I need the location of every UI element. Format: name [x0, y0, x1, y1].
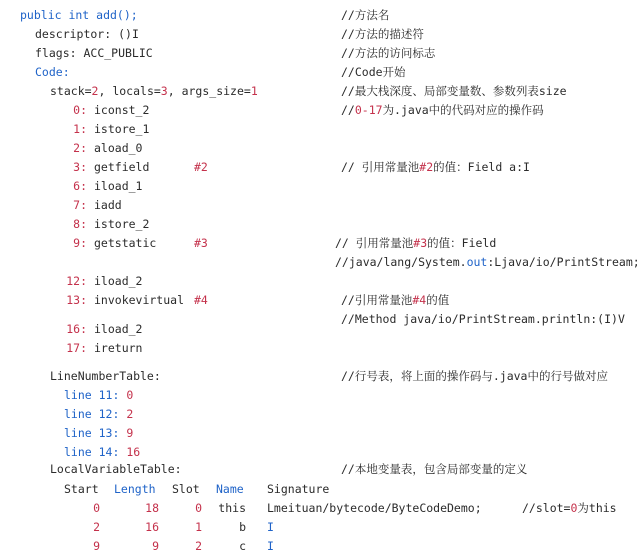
comment-suffix: 为this	[577, 501, 617, 515]
flags-line	[35, 44, 153, 63]
comment-prefix: //	[341, 103, 355, 117]
lvt-start: 2	[93, 520, 100, 534]
lvt-header-name: Name	[216, 482, 244, 496]
line-number-table-label: LineNumberTable:	[50, 369, 161, 383]
lvt-name: b	[239, 520, 246, 534]
lvt-header-slot: Slot	[172, 482, 200, 496]
instr-opcode: invokevirtual	[94, 293, 185, 307]
lvt-signature: Lmeituan/bytecode/ByteCodeDemo;	[267, 501, 482, 515]
lvt-slot: 1	[195, 520, 202, 534]
line-number-row	[64, 386, 133, 405]
instr-offset: 13:	[66, 293, 87, 307]
line-number-key: line 14:	[64, 445, 120, 459]
comment-prefix: //引用常量池	[341, 293, 413, 307]
flags-value: ACC_PUBLIC	[76, 46, 153, 60]
comment-suffix: 的值：Field a:I	[433, 160, 530, 174]
instr-opcode: ireturn	[94, 341, 143, 355]
lvt-length: 18	[145, 501, 159, 515]
line-number-key: line 12:	[64, 407, 120, 421]
instr-offset: 2:	[73, 141, 87, 155]
line-number-value: 2	[126, 407, 134, 421]
method-signature-text: public int add();	[20, 8, 138, 22]
comment-suffix: 的值：Field	[427, 236, 497, 250]
local-variable-table-label: LocalVariableTable:	[50, 462, 182, 476]
comment-number: #3	[413, 236, 428, 250]
comment-suffix: 为.java中的代码对应的操作码	[382, 103, 544, 117]
instr-comment-continued	[341, 310, 625, 329]
comment-prefix: // 引用常量池	[335, 236, 414, 250]
instr-offset: 17:	[66, 341, 87, 355]
line-number-key: line 13:	[64, 426, 120, 440]
instr-offset: 12:	[66, 274, 87, 288]
code-label	[35, 63, 70, 82]
descriptor-key: descriptor:	[35, 27, 112, 41]
comment-suffix: :Ljava/io/PrintStream;	[487, 255, 640, 269]
args-value: 1	[250, 84, 258, 98]
locals-key: , locals=	[98, 84, 161, 98]
instr-offset: 6:	[73, 179, 87, 193]
instr-offset: 0:	[73, 103, 87, 117]
code-key: Code:	[35, 65, 70, 79]
instr-offset: 9:	[73, 236, 87, 250]
lvt-name: c	[239, 539, 246, 553]
comment-number: 0	[570, 501, 578, 515]
comment-local-variable-table: //本地变量表，包含局部变量的定义	[341, 462, 528, 476]
comment-code-start: //Code开始	[341, 65, 406, 79]
stack-line	[50, 82, 258, 101]
instr-offset: 7:	[73, 198, 87, 212]
lvt-header-signature: Signature	[267, 482, 330, 496]
instr-offset: 16:	[66, 322, 87, 336]
comment-number: #2	[419, 160, 434, 174]
instr-opcode: istore_2	[94, 217, 150, 231]
instr-opcode: iload_2	[94, 322, 143, 336]
comment-suffix: 的值	[426, 293, 450, 307]
comment-prefix: //slot=	[522, 501, 571, 515]
instr-opcode: aload_0	[94, 141, 143, 155]
comment-stack: //最大栈深度、局部变量数、参数列表size	[341, 84, 567, 98]
lvt-start: 9	[93, 539, 100, 553]
instr-comment-continued	[335, 253, 640, 272]
lvt-length: 9	[152, 539, 159, 553]
instr-offset: 3:	[73, 160, 87, 174]
instr-comment	[341, 158, 530, 177]
lvt-slot: 2	[195, 539, 202, 553]
descriptor-value: ()I	[111, 27, 139, 41]
lvt-comment	[522, 499, 617, 518]
lvt-slot: 0	[195, 501, 202, 515]
line-number-row	[64, 405, 133, 424]
stack-key: stack=	[50, 84, 92, 98]
instr-opcode: iadd	[94, 198, 122, 212]
method-signature	[20, 6, 138, 25]
lvt-name: this	[218, 501, 246, 515]
comment-prefix: //java/lang/System.	[335, 255, 467, 269]
instr-arg: #2	[194, 160, 208, 174]
instr-offset: 1:	[73, 122, 87, 136]
comment-number: 0-17	[354, 103, 383, 117]
comment-prefix: //Method java/io/PrintStream.println:(I)V	[341, 312, 625, 326]
comment-prefix: // 引用常量池	[341, 160, 420, 174]
locals-value: 3	[160, 84, 168, 98]
descriptor-line	[35, 25, 139, 44]
line-number-value: 0	[126, 388, 134, 402]
instr-opcode: getfield	[94, 160, 150, 174]
instr-comment	[341, 291, 449, 310]
lvt-start: 0	[93, 501, 100, 515]
lvt-signature: I	[267, 520, 274, 534]
flags-key: flags:	[35, 46, 77, 60]
instr-opcode: getstatic	[94, 236, 157, 250]
instr-opcode: iload_1	[94, 179, 143, 193]
comment-line-number-table: //行号表，将上面的操作码与.java中的行号做对应	[341, 369, 608, 383]
args-key: , args_size=	[167, 84, 251, 98]
instr-arg: #3	[194, 236, 208, 250]
line-number-value: 9	[126, 426, 134, 440]
comment-method-name: //方法名	[341, 8, 390, 22]
line-number-row	[64, 424, 133, 443]
instr-comment	[341, 101, 544, 120]
instr-comment	[335, 234, 496, 253]
lvt-header-start: Start	[64, 482, 99, 496]
instr-arg: #4	[194, 293, 208, 307]
lvt-length: 16	[145, 520, 159, 534]
instr-offset: 8:	[73, 217, 87, 231]
comment-flags: //方法的访问标志	[341, 46, 436, 60]
lvt-signature: I	[267, 539, 274, 553]
instr-opcode: iload_2	[94, 274, 143, 288]
comment-number: #4	[412, 293, 427, 307]
instr-opcode: istore_1	[94, 122, 150, 136]
comment-keyword: out	[466, 255, 488, 269]
line-number-value: 16	[126, 445, 141, 459]
comment-descriptor: //方法的描述符	[341, 27, 424, 41]
line-number-key: line 11:	[64, 388, 120, 402]
stack-value: 2	[91, 84, 99, 98]
lvt-header-length: Length	[114, 482, 156, 496]
instr-opcode: iconst_2	[94, 103, 150, 117]
